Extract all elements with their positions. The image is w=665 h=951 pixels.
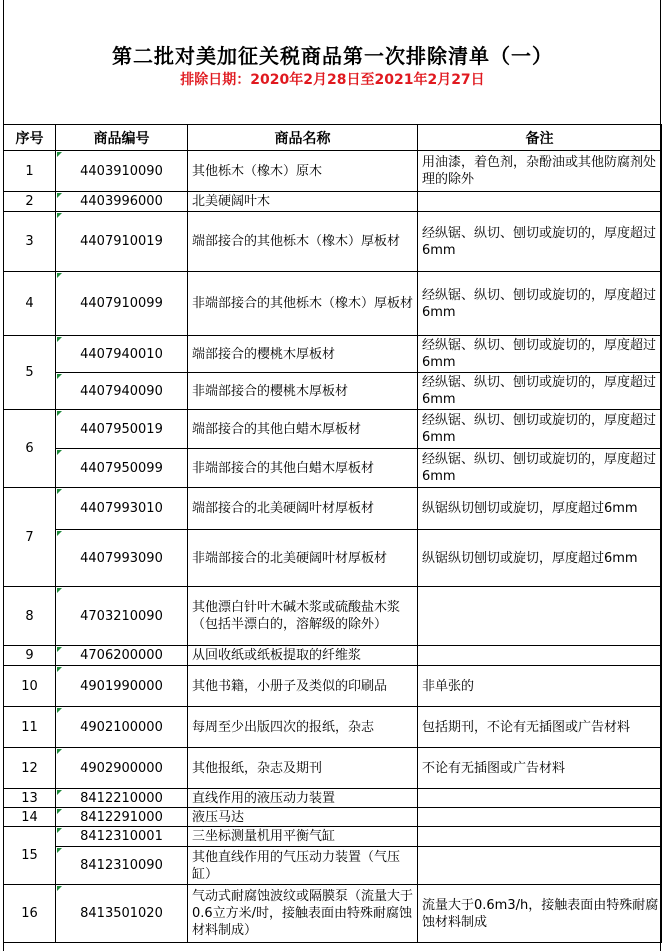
- row-note: 经纵锯、纵切、刨切或旋切的，厚度超过6mm: [418, 336, 662, 373]
- row-seq: 4: [4, 272, 56, 336]
- row-note: [418, 808, 662, 827]
- row-note: [418, 847, 662, 885]
- table-row: [4, 530, 662, 587]
- row-name: 非端部接合的樱桃木厚板材: [188, 373, 418, 410]
- row-name: 非端部接合的北美硬阔叶材厚板材: [188, 530, 418, 587]
- row-name: 每周至少出版四次的报纸，杂志: [188, 707, 418, 748]
- header-note: 备注: [418, 125, 662, 151]
- row-code: 4403996000: [56, 192, 188, 212]
- table-row: [4, 748, 662, 789]
- table-row: [4, 808, 662, 827]
- row-name: 端部接合的北美硬阔叶材厚板材: [188, 488, 418, 530]
- row-note: 包括期刊，不论有无插图或广告材料: [418, 707, 662, 748]
- row-note: 经纵锯、纵切、刨切或旋切的，厚度超过6mm: [418, 272, 662, 336]
- row-seq: 13: [4, 789, 56, 808]
- document-title: 第二批对美加征关税商品第一次排除清单（一）: [112, 44, 553, 68]
- row-code: 4407940010: [56, 336, 188, 373]
- row-note: 非单张的: [418, 666, 662, 707]
- table-row: [4, 707, 662, 748]
- table-row: [4, 272, 662, 336]
- row-seq: 14: [4, 808, 56, 827]
- row-seq: 11: [4, 707, 56, 748]
- table-row: [4, 847, 662, 885]
- exclusion-table: [3, 124, 662, 943]
- row-name: 其他书籍，小册子及类似的印刷品: [188, 666, 418, 707]
- row-name: 非端部接合的其他栎木（橡木）厚板材: [188, 272, 418, 336]
- row-name: 端部接合的其他白蜡木厚板材: [188, 410, 418, 449]
- table-row: [4, 646, 662, 666]
- row-seq: 10: [4, 666, 56, 707]
- row-name: 非端部接合的其他白蜡木厚板材: [188, 449, 418, 488]
- row-name: 其他漂白针叶木碱木浆或硫酸盐木浆（包括半漂白的，溶解级的除外）: [188, 587, 418, 646]
- row-code: 4407910099: [56, 272, 188, 336]
- row-code: 4706200000: [56, 646, 188, 666]
- row-code: 4407950099: [56, 449, 188, 488]
- row-code: 4407940090: [56, 373, 188, 410]
- table-row: [4, 192, 662, 212]
- row-code: 8412291000: [56, 808, 188, 827]
- table-row: [4, 212, 662, 272]
- row-name: 其他直线作用的气压动力装置（气压缸）: [188, 847, 418, 885]
- row-seq: 5: [4, 336, 56, 410]
- row-note: 纵锯纵切刨切或旋切，厚度超过6mm: [418, 488, 662, 530]
- header-seq: 序号: [4, 125, 56, 151]
- row-code: 4407950019: [56, 410, 188, 449]
- row-name: 其他报纸，杂志及期刊: [188, 748, 418, 789]
- table-row: [4, 373, 662, 410]
- row-seq: 12: [4, 748, 56, 789]
- table-row: [4, 827, 662, 847]
- row-name: 液压马达: [188, 808, 418, 827]
- row-code: 4403910090: [56, 151, 188, 192]
- row-seq: 7: [4, 488, 56, 587]
- row-name: 从回收纸或纸板提取的纤维浆: [188, 646, 418, 666]
- row-code: 4902100000: [56, 707, 188, 748]
- row-note: 经纵锯、纵切、刨切或旋切的，厚度超过6mm: [418, 410, 662, 449]
- table-row: [4, 336, 662, 373]
- row-seq: 16: [4, 885, 56, 943]
- row-note: 流量大于0.6m3/h，接触表面由特殊耐腐蚀材料制成: [418, 885, 662, 943]
- row-code: 8412310001: [56, 827, 188, 847]
- row-seq: 2: [4, 192, 56, 212]
- row-note: [418, 646, 662, 666]
- row-note: 经纵锯、纵切、刨切或旋切的，厚度超过6mm: [418, 212, 662, 272]
- row-code: 4703210090: [56, 587, 188, 646]
- row-seq: 9: [4, 646, 56, 666]
- row-seq: 8: [4, 587, 56, 646]
- table-row: [4, 449, 662, 488]
- row-name: 北美硬阔叶木: [188, 192, 418, 212]
- row-note: [418, 587, 662, 646]
- table-row: [4, 885, 662, 943]
- table-row: [4, 587, 662, 646]
- row-name: 其他栎木（橡木）原木: [188, 151, 418, 192]
- table-header-row: [4, 125, 662, 151]
- row-code: 4901990000: [56, 666, 188, 707]
- exclusion-date: 排除日期：2020年2月28日至2021年2月27日: [180, 72, 485, 88]
- row-note: 经纵锯、纵切、刨切或旋切的，厚度超过6mm: [418, 373, 662, 410]
- table-row: [4, 666, 662, 707]
- table-row: [4, 789, 662, 808]
- row-name: 三坐标测量机用平衡气缸: [188, 827, 418, 847]
- table-row: [4, 410, 662, 449]
- row-seq: 15: [4, 827, 56, 885]
- row-note: 经纵锯、纵切、刨切或旋切的，厚度超过6mm: [418, 449, 662, 488]
- header-code: 商品编号: [56, 125, 188, 151]
- row-note: 用油漆，着色剂，杂酚油或其他防腐剂处理的除外: [418, 151, 662, 192]
- row-code: 4407993090: [56, 530, 188, 587]
- row-code: 4407993010: [56, 488, 188, 530]
- table-row: [4, 488, 662, 530]
- row-name: 直线作用的液压动力装置: [188, 789, 418, 808]
- header-name: 商品名称: [188, 125, 418, 151]
- table-row: [4, 151, 662, 192]
- row-note: [418, 192, 662, 212]
- row-name: 端部接合的樱桃木厚板材: [188, 336, 418, 373]
- row-seq: 1: [4, 151, 56, 192]
- row-seq: 6: [4, 410, 56, 488]
- row-seq: 3: [4, 212, 56, 272]
- row-code: 8412310090: [56, 847, 188, 885]
- row-code: 8412210000: [56, 789, 188, 808]
- row-note: [418, 827, 662, 847]
- row-code: 8413501020: [56, 885, 188, 943]
- row-code: 4407910019: [56, 212, 188, 272]
- row-name: 气动式耐腐蚀波纹或隔膜泵（流量大于0.6立方米/时，接触表面由特殊耐腐蚀材料制成）: [188, 885, 418, 943]
- row-code: 4902900000: [56, 748, 188, 789]
- row-note: [418, 789, 662, 808]
- row-note: 不论有无插图或广告材料: [418, 748, 662, 789]
- row-note: 纵锯纵切刨切或旋切，厚度超过6mm: [418, 530, 662, 587]
- row-name: 端部接合的其他栎木（橡木）厚板材: [188, 212, 418, 272]
